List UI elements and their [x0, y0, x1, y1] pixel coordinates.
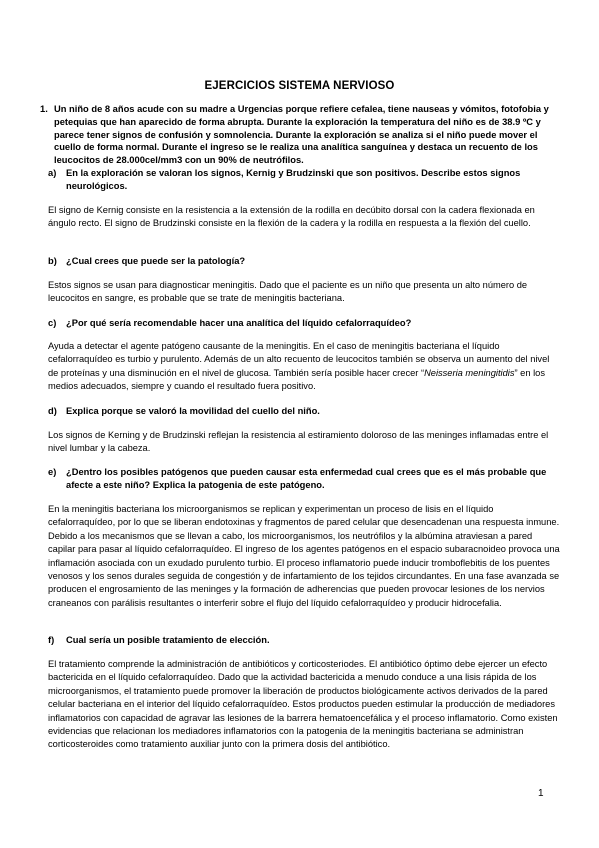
- question-1: [40, 103, 560, 167]
- subquestion-label: d): [48, 406, 57, 416]
- subquestion-label: c): [48, 318, 57, 328]
- subquestion-text: Cual sería un posible tratamiento de elección.: [66, 635, 270, 645]
- answer-italic-species: Neisseria meningitidis: [424, 367, 515, 378]
- page-title: EJERCICIOS SISTEMA NERVIOSO: [204, 80, 395, 92]
- question-text: Un niño de 8 años acude con su madre a Urgencias porque refiere cefalea, tiene nauseas y vómitos, fotofobia y petequias que han aparecido de forma abrupta. Durante la exploración la temperatura del niño es de 38.9 ºC y parece tener signos de confusión y somnolencia. Durante la exploración se analiza si el niño puede mover el cuello de forma normal. Durante el ingreso se le realiza una analítica sanguínea y destaca un recuento de los leucocitos de 28.000cel/mm3 con un 90% de neutrófilos.: [54, 104, 549, 166]
- subquestion-label: b): [48, 256, 57, 266]
- subquestion-a: [48, 167, 560, 193]
- subquestion-d: [48, 405, 560, 418]
- answer-d: Los signos de Kerning y de Brudzinski reflejan la resistencia al estiramiento doloroso de las meninges inflamadas entre el nivel lumbar y la cabeza.: [48, 430, 549, 454]
- answer-a: El signo de Kernig consiste en la resistencia a la extensión de la rodilla en decúbito dorsal con la cadera flexionada en ángulo recto. El signo de Brudzinski consiste en la flexión de la cadera y la rodilla en respuesta a la flexión del cuello.: [48, 205, 535, 229]
- answer-text: Ayuda a detectar el agente patógeno causante de la meningitis. En el caso de meningitis bacteriana el líquido cefalorraquídeo es turbio y purulento. Además de un alto recuento de leucocitos también se observa un aumento del nivel de proteínas y una disminución en el nivel de glucosa. También sería posible hacer crecer “: [48, 341, 550, 378]
- subquestion-text: ¿Por qué sería recomendable hacer una analítica del líquido cefalorraquídeo?: [66, 318, 412, 328]
- question-number: 1.: [40, 104, 48, 114]
- subquestion-text: ¿Dentro los posibles patógenos que pueden causar esta enfermedad cual crees que es el más probable que afecte a este niño? Explica la patogenia de este patógeno.: [66, 467, 547, 490]
- subquestion-text: En la exploración se valoran los signos, Kernig y Brudzinski que son positivos. Describe estos signos neurológicos.: [66, 168, 521, 191]
- subquestion-c: [48, 317, 560, 330]
- answer-text: ” en los medios adecuados, siempre y cuando el resultado fuera positivo.: [48, 367, 545, 392]
- subquestion-text: ¿Cual crees que puede ser la patología?: [66, 256, 246, 266]
- subquestion-label: e): [48, 467, 57, 477]
- page-number: 1: [538, 788, 544, 799]
- subquestion-e: [48, 466, 560, 492]
- answer-b: Estos signos se usan para diagnosticar meningitis. Dado que el paciente es un niño que presenta un alto número de leucocitos en sangre, es probable que se trate de meningitis bacteriana.: [48, 280, 528, 304]
- subquestion-label: f): [48, 635, 55, 645]
- answer-f: El tratamiento comprende la administración de antibióticos y corticosteriodes. El antibiótico óptimo debe ejercer un efecto bactericida en el líquido cefalorraquídeo. Dado que la actividad bactericida a menudo conduce a una lisis rápida de los microorganismos, el tratamiento puede promover la liberación de productos biológicamente activos derivados de la pared celular bacteriana en el interior del líquido cefalorraquídeo. Estos productos pueden estimular la producción de mediadores inflamatorios con capacidad de agravar las lesiones de la barrera hematoencefálica y el proceso inflamatorio. Como existen evidencias que relacionan los mediadores inflamatorios con la patogenia de la meningitis bacteriana se administran corticosteroides como tratamiento auxiliar junto con la primera dosis del antibiótico.: [48, 659, 558, 750]
- subquestion-label: a): [48, 168, 57, 178]
- subquestion-f: [48, 634, 560, 647]
- subquestion-b: [48, 255, 560, 268]
- subquestion-text: Explica porque se valoró la movilidad del cuello del niño.: [66, 406, 320, 416]
- answer-e: En la meningitis bacteriana los microorganismos se replican y experimentan un proceso de lisis en el líquido cefalorraquídeo, por lo que se liberan endotoxinas y fragmentos de pared celular que desencadenan una respuesta inmune. Debido a los mecanismos que se llevan a cabo, los microorganismos, los neutrófilos y la albúmina atraviesan a pared capilar para pasar al líquido cefalorraquídeo. El ingreso de los agentes patógenos en el espacio subaracnoideo provoca una inflamación asociada con un exudado purulento turbio. El proceso inflamatorio puede inducir tromboflebitis de los puentes venosos y los senos durales seguida de congestión y de infartamiento de los tejidos circundantes. En una fase avanzada se producen el engrosamiento de las meninges y la formación de adherencias que pueden provocar lesiones de los nervios craneanos con parálisis resultantes o interferir sobre el flujo del líquido cefalorraquídeo y producir hidrocefalia.: [48, 504, 560, 608]
- answer-c: [48, 340, 560, 394]
